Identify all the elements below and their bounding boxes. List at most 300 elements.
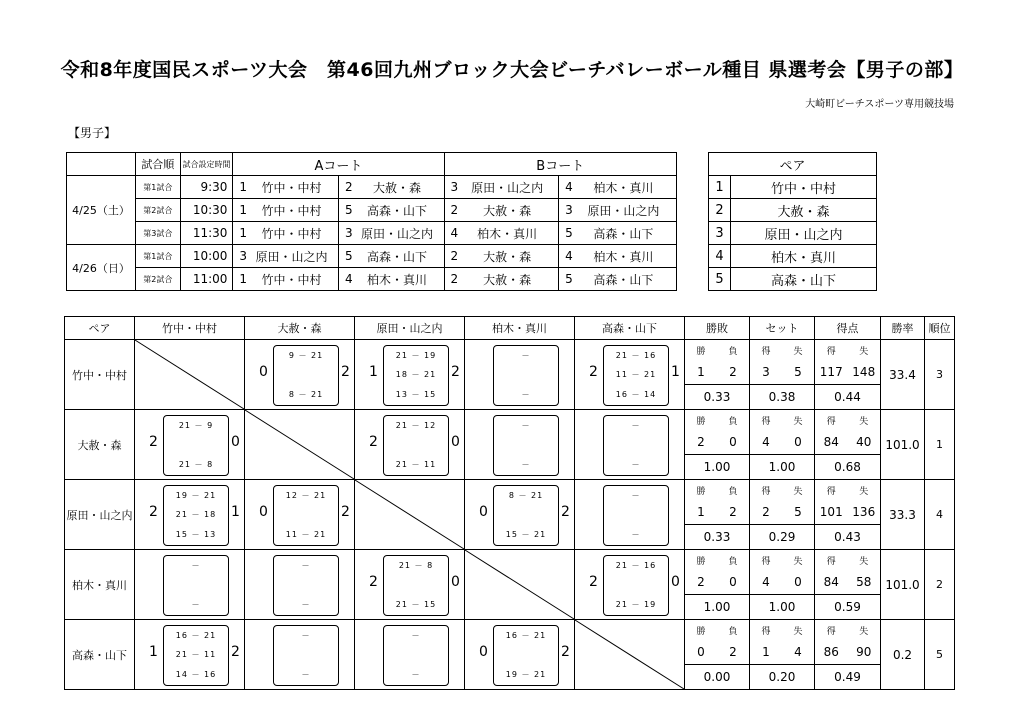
rank: 4	[925, 480, 955, 550]
score-box	[273, 555, 339, 616]
set-score: 21 － 16	[615, 561, 657, 570]
team-name: 高森・山下	[571, 268, 677, 291]
stat-label: 負	[728, 486, 738, 497]
pair-row	[709, 176, 877, 199]
stat-label: 勝	[696, 416, 706, 427]
match-cell	[355, 550, 465, 620]
page-title: 令和8年度国民スポーツ大会 第46回九州ブロック大会ビーチバレーボール種目 県選考会【男子の部】	[60, 59, 964, 81]
stat-label: 得	[826, 486, 836, 497]
stat-labels	[685, 340, 749, 360]
match-cell	[465, 410, 575, 480]
stat-value: 2	[697, 435, 705, 449]
stat-value: 136	[852, 505, 876, 519]
stat-labels	[815, 480, 880, 500]
stat-label: 得	[761, 556, 771, 567]
pairs-table	[708, 152, 877, 291]
schedule-row	[67, 222, 677, 245]
stat-label: 失	[793, 556, 803, 567]
match-time: 10:00	[180, 245, 233, 268]
schedule-row	[67, 176, 677, 199]
match-cell	[245, 480, 355, 550]
stat-values	[815, 570, 880, 595]
stat-ratio	[750, 385, 814, 410]
stat-value: 0	[729, 435, 737, 449]
stat-value: 101	[819, 505, 843, 519]
stat-value: 2	[729, 365, 737, 379]
match-cell	[135, 550, 245, 620]
match-order: 第1試合	[136, 176, 181, 199]
stat-inner	[750, 620, 814, 689]
set-score: －	[631, 491, 641, 500]
results-row	[65, 620, 955, 690]
score-box	[383, 415, 449, 476]
stat-value: 1	[762, 645, 770, 659]
team-name: 大赦・森	[456, 199, 558, 222]
sets-lost: 1	[671, 364, 680, 380]
win-loss-cell	[685, 340, 750, 410]
pairs-body	[709, 153, 877, 291]
pair-name: 大赦・森	[731, 199, 877, 222]
stat-ratio	[815, 525, 880, 550]
stat-ratio	[685, 455, 749, 480]
set-score: 16 － 21	[505, 631, 547, 640]
stat-label: 失	[793, 626, 803, 637]
stat-value: 0	[794, 575, 802, 589]
stat-inner	[685, 340, 749, 409]
set-score: －	[301, 670, 311, 679]
sets-won: 2	[369, 574, 378, 590]
stat-labels	[685, 620, 749, 640]
set-score: 18 － 21	[395, 370, 437, 379]
stat-ratio	[815, 385, 880, 410]
set-score: 21 － 12	[395, 421, 437, 430]
stat-label: 負	[728, 556, 738, 567]
stat-ratio	[815, 665, 880, 690]
sets-cell	[750, 410, 815, 480]
stat-inner	[750, 480, 814, 549]
team-name: 原田・山之内	[456, 176, 558, 199]
team-name: 大赦・森	[351, 176, 444, 199]
stat-values	[750, 360, 814, 385]
match-cell	[575, 340, 685, 410]
pair-name: 高森・山下	[731, 268, 877, 291]
set-score: －	[631, 421, 641, 430]
win-loss-cell	[685, 550, 750, 620]
match-order: 第1試合	[136, 245, 181, 268]
stat-label: 得	[826, 346, 836, 357]
stat-ratio	[815, 455, 880, 480]
stat-ratio-value: 0.49	[815, 665, 880, 690]
stat-value: 84	[823, 575, 839, 589]
score-box	[273, 485, 339, 546]
set-score: 21 － 19	[395, 351, 437, 360]
sets-lost: 0	[451, 434, 460, 450]
set-score: －	[631, 460, 641, 469]
stat-ratio-value: 0.29	[750, 525, 814, 550]
pair-number: 1	[709, 176, 731, 199]
diagonal-line	[135, 340, 244, 409]
sets-lost: 2	[561, 644, 570, 660]
score-box	[163, 415, 229, 476]
stat-ratio-value: 0.59	[815, 595, 880, 620]
team-number: 4	[559, 176, 571, 199]
stat-values	[815, 500, 880, 525]
team-number: 5	[338, 199, 350, 222]
opponent-header: 高森・山下	[575, 317, 685, 340]
stat-ratio-value: 1.00	[750, 595, 814, 620]
stat-inner	[815, 620, 880, 689]
row-pair-name: 高森・山下	[65, 620, 135, 690]
team-name: 竹中・中村	[245, 222, 338, 245]
opponent-header: 柏木・真川	[465, 317, 575, 340]
results-row	[65, 340, 955, 410]
stat-value: 0	[697, 645, 705, 659]
stat-labels	[815, 620, 880, 640]
set-score: －	[521, 460, 531, 469]
match-cell	[465, 340, 575, 410]
set-score: 9 － 21	[288, 351, 324, 360]
stat-value: 4	[762, 435, 770, 449]
opponent-header: 原田・山之内	[355, 317, 465, 340]
results-row	[65, 410, 955, 480]
match-cell	[355, 340, 465, 410]
team-number: 2	[444, 245, 456, 268]
score-box	[383, 625, 449, 686]
pair-header: ペア	[65, 317, 135, 340]
stat-label: 失	[859, 486, 869, 497]
stat-labels	[750, 340, 814, 360]
row-pair-name: 原田・山之内	[65, 480, 135, 550]
set-score: －	[411, 670, 421, 679]
stat-labels	[750, 620, 814, 640]
stat-inner	[815, 340, 880, 409]
stat-values	[750, 500, 814, 525]
match-cell	[575, 410, 685, 480]
schedule-row	[67, 199, 677, 222]
stat-value: 1	[697, 505, 705, 519]
win-rate: 101.0	[881, 550, 925, 620]
win-loss-cell	[685, 410, 750, 480]
stat-inner	[685, 550, 749, 619]
stat-label: 失	[793, 486, 803, 497]
row-pair-name: 柏木・真川	[65, 550, 135, 620]
stat-ratio-value: 1.00	[685, 455, 749, 480]
team-name: 大赦・森	[456, 245, 558, 268]
stat-inner	[750, 550, 814, 619]
sets-lost: 1	[231, 504, 240, 520]
team-number: 3	[338, 222, 350, 245]
court-a-header: Aコート	[233, 153, 444, 176]
results-row	[65, 550, 955, 620]
sets-cell	[750, 480, 815, 550]
stat-value: 4	[794, 645, 802, 659]
score-box	[493, 415, 559, 476]
set-score: 19 － 21	[505, 670, 547, 679]
stat-values	[685, 430, 749, 455]
stat-value: 1	[697, 365, 705, 379]
stat-inner	[685, 410, 749, 479]
score-box	[273, 345, 339, 406]
team-name: 大赦・森	[456, 268, 558, 291]
stat-ratio	[685, 665, 749, 690]
stat-values	[750, 640, 814, 665]
opponent-header: 大赦・森	[245, 317, 355, 340]
sets-won: 0	[259, 504, 268, 520]
sets-won: 2	[149, 504, 158, 520]
stat-values	[815, 430, 880, 455]
opponent-header: 竹中・中村	[135, 317, 245, 340]
stat-ratio-value: 0.43	[815, 525, 880, 550]
stat-label: 失	[859, 346, 869, 357]
sets-won: 1	[149, 644, 158, 660]
points-cell	[815, 340, 881, 410]
sets-won: 0	[479, 504, 488, 520]
stat-ratio	[815, 595, 880, 620]
team-number: 1	[233, 222, 245, 245]
match-cell	[575, 550, 685, 620]
stat-labels	[750, 410, 814, 430]
pair-number: 4	[709, 245, 731, 268]
team-number: 5	[559, 222, 571, 245]
pair-name: 柏木・真川	[731, 245, 877, 268]
team-number: 5	[559, 268, 571, 291]
team-name: 原田・山之内	[571, 199, 677, 222]
stat-value: 0	[729, 575, 737, 589]
results-header-row	[65, 317, 955, 340]
score-box	[493, 485, 559, 546]
stat-value: 84	[823, 435, 839, 449]
team-number: 4	[559, 245, 571, 268]
match-time: 10:30	[180, 199, 233, 222]
sets-won: 2	[589, 574, 598, 590]
stat-labels	[815, 340, 880, 360]
stat-ratio	[750, 455, 814, 480]
sets-lost: 2	[341, 504, 350, 520]
stat-values	[815, 360, 880, 385]
team-name: 高森・山下	[351, 199, 444, 222]
set-score: －	[301, 561, 311, 570]
team-number: 5	[338, 245, 350, 268]
pair-name: 竹中・中村	[731, 176, 877, 199]
rank: 3	[925, 340, 955, 410]
set-score: －	[191, 600, 201, 609]
results-body	[65, 317, 955, 690]
score-box	[493, 625, 559, 686]
points-cell	[815, 410, 881, 480]
diagonal-line	[245, 410, 354, 479]
stat-ratio-value: 0.44	[815, 385, 880, 410]
row-pair-name: 大赦・森	[65, 410, 135, 480]
set-score: 21 － 8	[398, 561, 434, 570]
team-number: 4	[338, 268, 350, 291]
order-header: 試合順	[136, 153, 181, 176]
results-row	[65, 480, 955, 550]
match-date: 4/26（日）	[67, 245, 136, 291]
row-pair-name: 竹中・中村	[65, 340, 135, 410]
stat-ratio	[750, 595, 814, 620]
pair-number: 3	[709, 222, 731, 245]
stat-ratio-value: 1.00	[750, 455, 814, 480]
stat-labels	[685, 480, 749, 500]
points-cell	[815, 550, 881, 620]
stat-labels	[750, 550, 814, 570]
stat-ratio-value: 0.00	[685, 665, 749, 690]
team-number: 3	[444, 176, 456, 199]
schedule-row	[67, 245, 677, 268]
stat-label: 失	[793, 346, 803, 357]
team-name: 竹中・中村	[245, 199, 338, 222]
stat-values	[815, 640, 880, 665]
stat-values	[685, 570, 749, 595]
match-cell	[245, 620, 355, 690]
set-score: －	[631, 530, 641, 539]
set-score: 16 － 14	[615, 390, 657, 399]
stat-value: 5	[794, 365, 802, 379]
stat-labels	[750, 480, 814, 500]
stat-label: 失	[859, 626, 869, 637]
pair-row	[709, 199, 877, 222]
score-box	[163, 555, 229, 616]
rank: 5	[925, 620, 955, 690]
stat-label: 勝	[696, 626, 706, 637]
set-score: －	[301, 631, 311, 640]
match-cell	[465, 480, 575, 550]
sets-cell	[750, 620, 815, 690]
score-box	[383, 345, 449, 406]
stat-values	[750, 430, 814, 455]
stat-ratio-value: 0.33	[685, 385, 749, 410]
sets-won: 0	[259, 364, 268, 380]
score-box	[493, 345, 559, 406]
set-score: 8 － 21	[288, 390, 324, 399]
stat-label: 負	[728, 416, 738, 427]
diagonal-line	[355, 480, 464, 549]
stat-ratio	[750, 525, 814, 550]
team-name: 柏木・真川	[571, 176, 677, 199]
match-cell	[135, 410, 245, 480]
sets-lost: 0	[671, 574, 680, 590]
team-name: 高森・山下	[351, 245, 444, 268]
rank: 1	[925, 410, 955, 480]
match-date: 4/25（土）	[67, 176, 136, 245]
sets-won: 0	[479, 644, 488, 660]
set-score: －	[411, 631, 421, 640]
team-number: 1	[233, 199, 245, 222]
set-score: 15 － 21	[505, 530, 547, 539]
stat-values	[685, 640, 749, 665]
stat-value: 2	[729, 645, 737, 659]
stat-inner	[815, 480, 880, 549]
win-rate: 101.0	[881, 410, 925, 480]
pair-row	[709, 222, 877, 245]
set-score: －	[521, 421, 531, 430]
score-box	[603, 555, 669, 616]
set-score: 14 － 16	[175, 670, 217, 679]
match-cell	[575, 480, 685, 550]
match-cell	[465, 620, 575, 690]
stat-value: 2	[729, 505, 737, 519]
match-cell	[135, 480, 245, 550]
pairs-header: ペア	[709, 153, 877, 176]
stat-labels	[685, 410, 749, 430]
set-score: 21 － 11	[395, 460, 437, 469]
schedule-body	[67, 153, 677, 291]
stat-value: 58	[856, 575, 872, 589]
match-time: 11:30	[180, 222, 233, 245]
set-score: 21 － 15	[395, 600, 437, 609]
stat-ratio-value: 0.38	[750, 385, 814, 410]
set-score: 11 － 21	[615, 370, 657, 379]
set-score: 21 － 8	[178, 460, 214, 469]
sets-won: 2	[369, 434, 378, 450]
score-box	[163, 485, 229, 546]
team-number: 2	[444, 199, 456, 222]
points-cell	[815, 480, 881, 550]
stat-value: 148	[852, 365, 876, 379]
stat-value: 40	[856, 435, 872, 449]
stat-label: 負	[728, 626, 738, 637]
pair-row	[709, 245, 877, 268]
set-header: セット	[750, 317, 815, 340]
set-score: 8 － 21	[508, 491, 544, 500]
team-number: 3	[233, 245, 245, 268]
points-cell	[815, 620, 881, 690]
score-box	[603, 345, 669, 406]
stat-label: 失	[793, 416, 803, 427]
set-score: 11 － 21	[285, 530, 327, 539]
stat-ratio-value: 0.33	[685, 525, 749, 550]
sets-cell	[750, 550, 815, 620]
stat-values	[685, 360, 749, 385]
win-loss-cell	[685, 480, 750, 550]
score-box	[603, 415, 669, 476]
stat-label: 得	[761, 346, 771, 357]
sets-cell	[750, 340, 815, 410]
team-number: 2	[338, 176, 350, 199]
stat-inner	[685, 480, 749, 549]
pair-number: 2	[709, 199, 731, 222]
stat-ratio-value: 1.00	[685, 595, 749, 620]
stat-label: 得	[826, 556, 836, 567]
win-loss-cell	[685, 620, 750, 690]
stat-ratio	[685, 385, 749, 410]
stat-label: 勝	[696, 486, 706, 497]
set-score: 12 － 21	[285, 491, 327, 500]
stat-labels	[685, 550, 749, 570]
stat-ratio	[685, 595, 749, 620]
set-score: －	[521, 390, 531, 399]
set-score: 21 － 16	[615, 351, 657, 360]
team-number: 1	[233, 268, 245, 291]
stat-value: 86	[823, 645, 839, 659]
schedule-corner	[67, 153, 136, 176]
set-score: －	[191, 561, 201, 570]
sets-won: 2	[149, 434, 158, 450]
self-cell	[575, 620, 685, 690]
stat-values	[685, 500, 749, 525]
stat-inner	[815, 410, 880, 479]
time-header: 試合設定時間	[180, 153, 233, 176]
stat-label: 勝	[696, 556, 706, 567]
team-number: 2	[444, 268, 456, 291]
stat-inner	[750, 340, 814, 409]
results-table	[64, 316, 955, 690]
set-score: 21 － 18	[175, 510, 217, 519]
team-name: 原田・山之内	[245, 245, 338, 268]
stat-ratio-value: 0.20	[750, 665, 814, 690]
score-box	[273, 625, 339, 686]
set-score: 13 － 15	[395, 390, 437, 399]
